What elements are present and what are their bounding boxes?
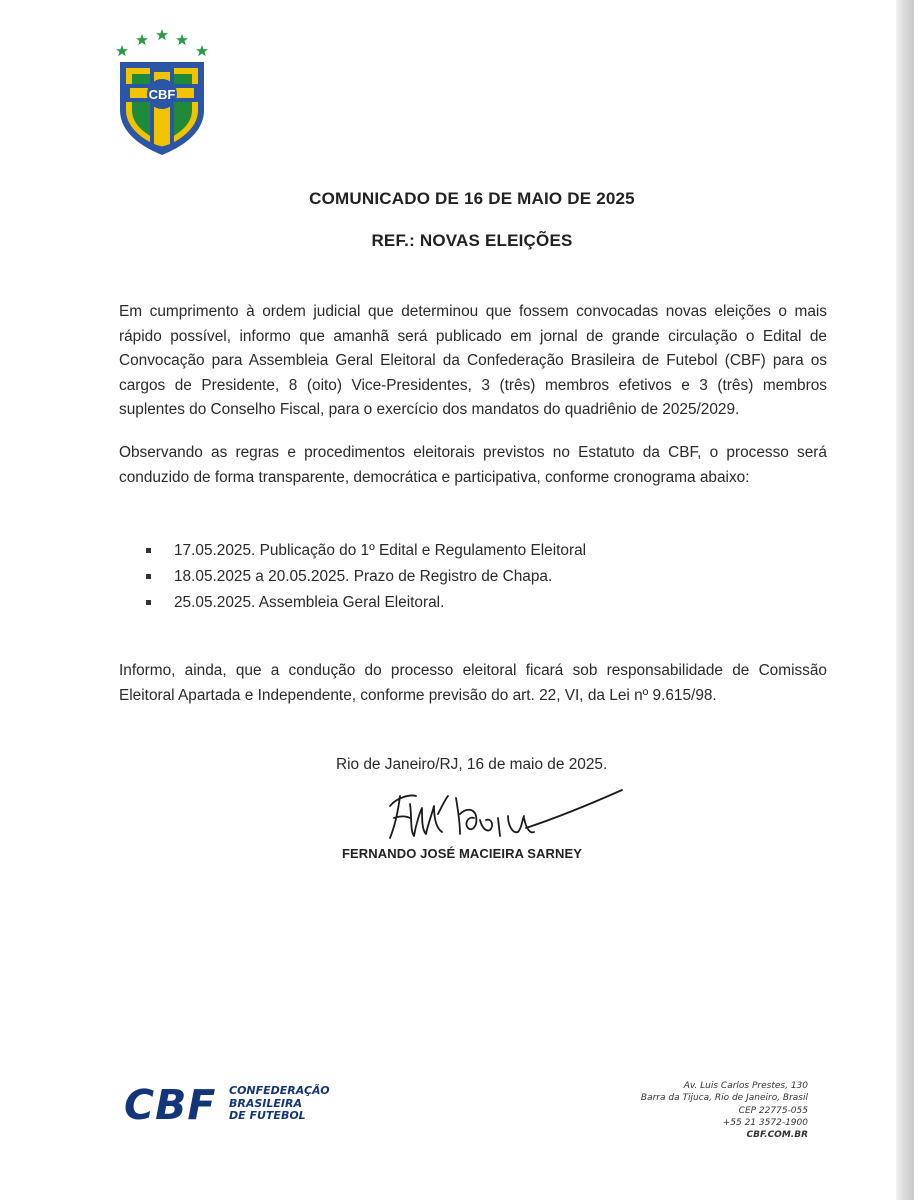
schedule-date: 17.05.2025	[174, 542, 252, 559]
footer-address: Av. Luis Carlos Prestes, 130 Barra da Tijuca, Rio de Janeiro, Brasil CEP 22775-055 +55 21 3572-1900 CBF.COM.BR	[640, 1081, 808, 1141]
star-icon	[136, 34, 148, 45]
schedule-event: Assembleia Geral Eleitoral.	[258, 594, 445, 611]
bullet-icon	[146, 600, 151, 605]
cbf-crest-logo	[114, 28, 210, 158]
list-item: 17.05.2025. Publicação do 1º Edital e Regulamento Eleitoral	[146, 538, 586, 564]
place-and-date: Rio de Janeiro/RJ, 16 de maio de 2025.	[336, 756, 608, 773]
schedule-date: 25.05.2025	[174, 594, 252, 611]
star-icon	[176, 34, 188, 45]
handwritten-signature	[376, 784, 626, 854]
page-edge-shadow	[896, 0, 914, 1200]
document-title: COMUNICADO DE 16 DE MAIO DE 2025	[309, 189, 635, 208]
paragraph-rules: Observando as regras e procedimentos eleitorais previstos no Estatuto da CBF, o processo será conduzido de forma transparente, democrática e participativa, conforme cronograma abaixo:	[119, 444, 827, 486]
bullet-icon	[146, 548, 151, 553]
cbf-wordmark: CBF	[124, 1081, 217, 1129]
star-icon	[156, 29, 168, 40]
paragraph-convocation: Em cumprimento à ordem judicial que determinou que fossem convocadas novas eleições o mais rápido possível, informo que amanhã será publicado em jornal de grande circulação o Edital de Convocação para Assembleia Geral Eleitoral da Confederação Brasileira de Futebol (CBF) para os cargos de Presidente, 8 (oito) Vice-Presidentes, 3 (três) membros efetivos e 3 (três) membros suplentes do Conselho Fiscal, para o exercício dos mandatos do quadriênio de 2025/2029.	[119, 303, 827, 418]
crest-stars	[116, 29, 208, 56]
list-item: 18.05.2025 a 20.05.2025. Prazo de Registro de Chapa.	[146, 564, 586, 590]
star-icon	[196, 45, 208, 56]
star-icon	[116, 45, 128, 56]
schedule-event: Prazo de Registro de Chapa.	[353, 568, 553, 585]
signer-name: FERNANDO JOSÉ MACIEIRA SARNEY	[342, 846, 583, 861]
document-reference: REF.: NOVAS ELEIÇÕES	[371, 231, 573, 250]
schedule-event: Publicação do 1º Edital e Regulamento Eleitoral	[259, 542, 587, 559]
crest-text: CBF	[148, 87, 176, 102]
schedule-date: 18.05.2025 a 20.05.2025	[174, 568, 346, 585]
list-item: 25.05.2025. Assembleia Geral Eleitoral.	[146, 590, 586, 616]
website-link[interactable]: CBF.COM.BR	[746, 1130, 808, 1141]
paragraph-commission: Informo, ainda, que a condução do processo eleitoral ficará sob responsabilidade de Comissão Eleitoral Apartada e Independente, conforme previsão do art. 22, VI, da Lei nº 9.615/98.	[119, 662, 827, 704]
footer-cbf-logo	[124, 1081, 330, 1129]
schedule-list	[146, 538, 586, 616]
bullet-icon	[146, 574, 151, 579]
organization-name: CONFEDERAÇÃO BRASILEIRA DE FUTEBOL	[229, 1084, 330, 1122]
